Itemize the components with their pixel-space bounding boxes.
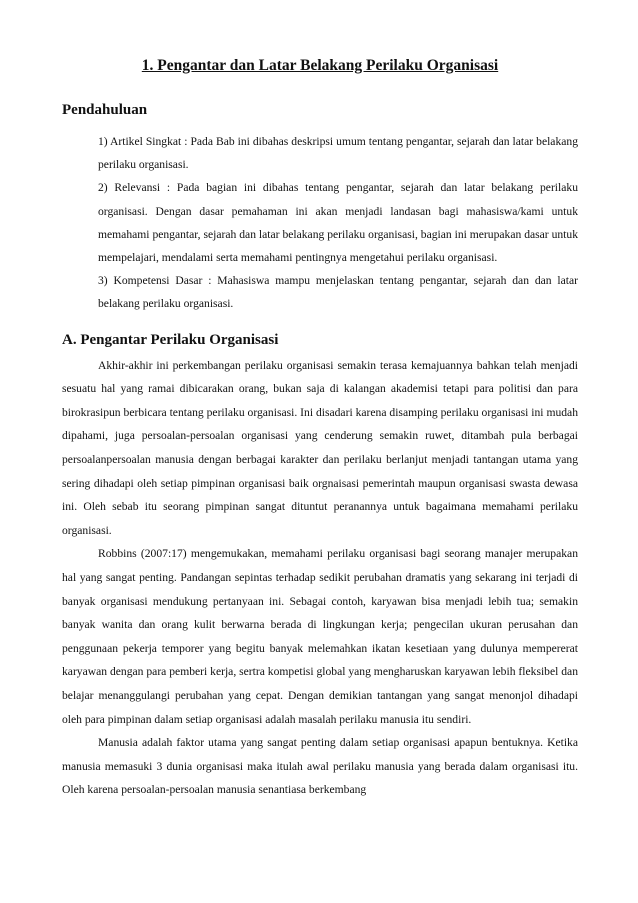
pendahuluan-heading: Pendahuluan (62, 102, 148, 118)
section-a-paragraph-2: Robbins (2007:17) mengemukakan, memahami perilaku organisasi bagi seorang manajer merupakan hal yang sangat penting. Pandangan sepintas terhadap sedikit perubahan dramatis yang sekarang ini terjadi di banyak organisasi mendukung pertanyaan ini. Sebagai contoh, karyawan bisa menjadi lebih tua; semakin banyak wanita dan orang kulit berwarna berada di lingkungan kerja; pengecilan ukuran perusahan dan penggunaan pekerja temporer yang begitu banyak melemahkan ikatan kesetiaan yang dulunya mempererat karyawan dengan para pemberi kerja, sertra kompetisi global yang mengharuskan karyawan lebih fleksibel dan belajar menanggulangi perubahan yang cepat. Dengan demikian tantangan yang sangat menonjol dihadapi oleh para pimpinan dalam setiap organisasi adalah masalah perilaku manusia itu sendiri. (62, 547, 578, 726)
section-a-heading: A. Pengantar Perilaku Organisasi (62, 331, 279, 348)
section-a (62, 330, 578, 802)
section-a-paragraph-1: Akhir-akhir ini perkembangan perilaku organisasi semakin terasa kemajuannya bahkan telah menjadi sesuatu hal yang ramai dibicarakan orang, bukan saja di kalangan akademisi tetapi para politisi dan para birokrasipun berbicara tentang perilaku organisasi. Ini disadari karena disamping perilaku organisasi ini mudah dipahami, juga persoalan-persoalan organisasi yang cenderung semakin ruwet, ditambah pula berbagai persoalanpersoalan manusia dengan berbagai karakter dan perilaku berlanjut menjadi tantangan utama yang sering dihadapi oleh setiap pimpinan organisasi baik orgnaisasi pemerintah maupun organisasi swasta dewasa ini. Oleh sebab itu seorang pimpinan sangat dituntut peranannya untuk bagaimana memahami perilaku organisasi. (62, 358, 578, 537)
pendahuluan-item-relevansi: 2) Relevansi : Pada bagian ini dibahas tentang pengantar, sejarah dan latar belakang perilaku organisasi. Dengan dasar pemahaman ini akan menjadi landasan bagi mahasiswa/kami untuk memahami pengantar, sejarah dan latar belakang perilaku organisasi, bagian ini merupakan dasar untuk mempelajari, mendalami serta memahami pentingnya mengetahui perilaku organisasi. (98, 181, 578, 265)
section-a-paragraph-3: Manusia adalah faktor utama yang sangat penting dalam setiap organisasi apapun bentuknya. Ketika manusia memasuki 3 dunia organisasi maka itulah awal perilaku manusia yang berada dalam organisasi itu. Oleh karena persoalan-persoalan manusia senantiasa berkembang (62, 736, 578, 797)
pendahuluan-list (98, 130, 578, 316)
document-title: 1. Pengantar dan Latar Belakang Perilaku Organisasi (141, 57, 499, 74)
pendahuluan-item-artikel-singkat: 1) Artikel Singkat : Pada Bab ini dibahas deskripsi umum tentang pengantar, sejarah dan latar belakang perilaku organisasi. (98, 135, 578, 172)
pendahuluan-item-kompetensi-dasar: 3) Kompetensi Dasar : Mahasiswa mampu menjelaskan tentang pengantar, sejarah dan dan latar belakang perilaku organisasi. (98, 274, 578, 311)
